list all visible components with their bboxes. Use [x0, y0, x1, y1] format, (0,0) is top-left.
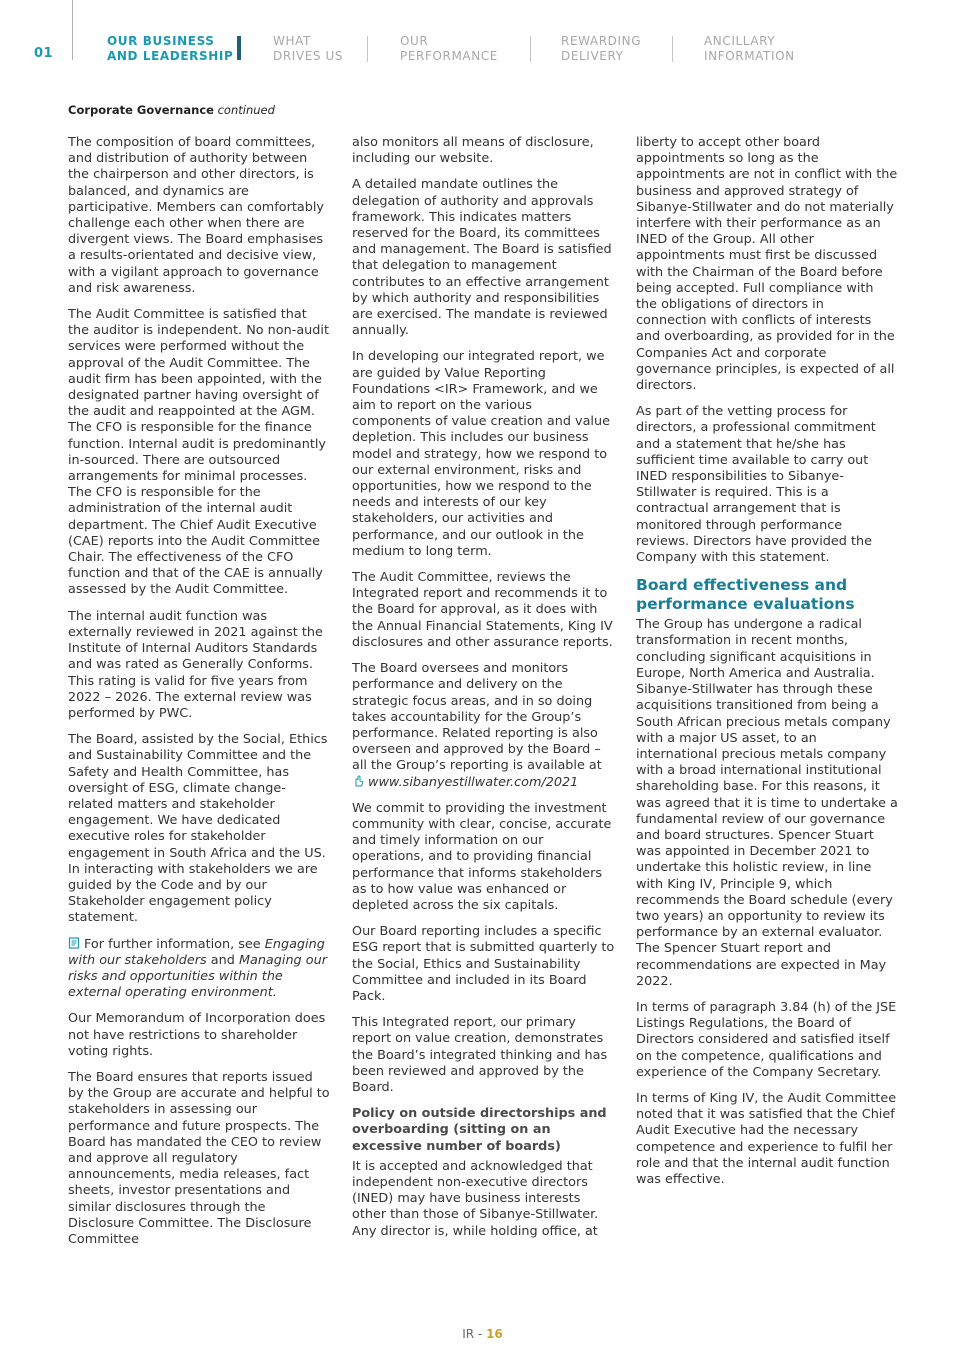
nav-label-line1: ANCILLARY — [704, 34, 776, 48]
paragraph: The Audit Committee, reviews the Integrated report and recommends it to the Board for approval, as it does with the Annual Financial Statements, King IV disclosures and other assurance reports. — [352, 570, 613, 650]
paragraph-text: The Board oversees and monitors performance and delivery on the strategic focus areas, and in so doing takes accountability for the Group’s performance. Related reporting is also overseen and approved by the Board – all the Group’s reporting is available at — [352, 661, 602, 774]
paragraph: The Group has undergone a radical transformation in recent months, concluding significant acquisitions in Europe, North America and Australia. Sibanye-Stillwater has through these acquisitions transitioned from being a South African precious metals company with a major US asset, to an international precious metals company with a broad international institutional shareholding base. For this reasons, it was agreed that it is time to undertake a fundamental review of our governance and board structures. Spencer Stuart was appointed in December 2021 to undertake this holistic review, in line with King IV, Principle 9, which recommends the Board schedule (every two years) an opportunity to review its performance by an external evaluator. The Spencer Stuart report and recommendations are expected in May 2022. — [636, 617, 898, 989]
column-3 — [636, 135, 898, 1198]
section-number: 01 — [34, 46, 54, 61]
page-footer — [0, 1327, 965, 1341]
nav-label-line1: WHAT — [273, 34, 311, 48]
paragraph: Our Board reporting includes a specific ESG report that is submitted quarterly to the Social, Ethics and Sustainability Committee and included in its Board Pack. — [352, 924, 615, 1004]
paragraph: In developing our integrated report, we are guided by Value Reporting Foundations <IR> Framework, and we aim to report on the various components of value creation and value depletion. This includes our business model and strategy, how we respond to our external environment, risks and opportunities, how we respond to the needs and interests of our key stakeholders, our activities and performance, and our outlook in the medium to long term. — [352, 349, 610, 559]
column-1 — [68, 135, 330, 1258]
paragraph: The internal audit function was externally reviewed in 2021 against the Institute of Internal Auditors Standards and was rated as Generally Conforms. This rating is valid for five years from 2022 – 2026. The external review was performed by PWC. — [68, 608, 323, 721]
cross-reference-link[interactable]: Managing our risks and opportunities within the external operating environment. — [68, 952, 327, 1001]
section-heading: Board effectiveness and performance evaluations — [636, 576, 855, 614]
paragraph: Our Memorandum of Incorporation does not have restrictions to shareholder voting rights. — [68, 1011, 326, 1059]
nav-label-line2: DRIVES US — [273, 49, 344, 63]
nav-rewarding-delivery[interactable] — [561, 34, 641, 64]
paragraph: It is accepted and acknowledged that independent non-executive directors (INED) may have business interests other than those of Sibanye-Stillwater. Any director is, while holding office, at — [352, 1158, 599, 1239]
nav-separator — [672, 36, 673, 62]
footer-prefix: IR - — [462, 1327, 487, 1341]
paragraph: also monitors all means of disclosure, including our website. — [352, 135, 594, 167]
cross-reference-and: and — [206, 952, 239, 968]
nav-separator — [367, 36, 368, 62]
paragraph: We commit to providing the investment community with clear, concise, accurate and timely information on our operations, and to providing financial performance that informs stakeholders as to how value was enhanced or depleted across the six capitals. — [352, 800, 612, 913]
nav-label-line2: DELIVERY — [561, 49, 624, 63]
nav-separator — [530, 36, 531, 62]
paragraph: This Integrated report, our primary report on value creation, demonstrates the Board’s integrated thinking and has been reviewed and approved by the Board. — [352, 1015, 608, 1095]
nav-label-line1: REWARDING — [561, 34, 642, 48]
paragraph: In terms of King IV, the Audit Committee noted that it was satisfied that the Chief Audit Executive had the necessary competence and experience to fulfil her role and that the internal audit function was effective. — [636, 1090, 897, 1187]
paragraph: In terms of paragraph 3.84 (h) of the JSE Listings Regulations, the Board of Directors considered and satisfied itself on the competence, qualifications and experience of the Company Secretary. — [636, 999, 897, 1080]
cross-reference-link[interactable]: Engaging with our stakeholders — [68, 936, 325, 968]
document-icon — [68, 937, 80, 949]
website-link[interactable]: www.sibanyestillwater.com/2021 — [368, 774, 579, 790]
nav-active-marker — [237, 36, 241, 60]
section-title-text: Corporate Governance — [68, 103, 214, 117]
cross-reference-prefix: For further information, see — [84, 936, 265, 952]
paragraph: The Board, assisted by the Social, Ethics and Sustainability Committee and the Safety and Health Committee, has oversight of ESG, climate change-related matters and stakeholder engagement. We have dedicated executive roles for stakeholder engagement in South Africa and the US. In interacting with stakeholders we are guided by the Code and by our Stakeholder engagement policy statement. — [68, 732, 328, 926]
nav-label-line1: OUR — [400, 34, 429, 48]
hand-pointer-icon — [352, 775, 364, 787]
nav-label-line1: OUR BUSINESS — [107, 34, 215, 48]
nav-ancillary-information[interactable] — [704, 34, 795, 64]
paragraph — [352, 661, 615, 791]
subheading: Policy on outside directorships and overboarding (sitting on an excessive number of boards) — [352, 1106, 607, 1154]
paragraph: liberty to accept other board appointments so long as the appointments are not in conflict with the business and approved strategy of Sibanye-Stillwater and do not materially interfere with their performance as an INED of the Group. All other appointments must first be discussed with the Chairman of the Board before being accepted. Full compliance with the obligations of directors in connection with conflicts of interests and overboarding, as provided for in the Companies Act and corporate governance principles, is expected of all directors. — [636, 135, 898, 394]
nav-what-drives-us[interactable] — [273, 34, 343, 64]
paragraph: The Audit Committee is satisfied that the auditor is independent. No non-audit services were performed without the approval of the Audit Committee. The audit firm has been appointed, with the designated partner having oversight of the audit and reappointed at the AGM. The CFO is responsible for the finance function. Internal audit is predominantly in-sourced. There are outsourced arrangements for minimal processes. The CFO is responsible for the administration of the internal audit department. The Chief Audit Executive (CAE) reports into the Audit Committee Chair. The effectiveness of the CFO function and that of the CAE is annually assessed by the Audit Committee. — [68, 307, 329, 598]
section-title-suffix: continued — [217, 103, 275, 117]
paragraph: A detailed mandate outlines the delegation of authority and approvals framework. This indicates matters reserved for the Board, its committees and management. The Board is satisfied that delegation to management contributes to an effective arrangement by which authority and responsibilities are exercised. The mandate is reviewed annually. — [352, 177, 612, 339]
nav-label-line2: INFORMATION — [704, 49, 795, 63]
cross-reference[interactable] — [68, 937, 330, 1002]
nav-our-performance[interactable] — [400, 34, 498, 64]
paragraph: The composition of board committees, and distribution of authority between the chairperson and other directors, is balanced, and dynamics are participative. Members can comfortably challenge each other when there are divergent views. The Board emphasises a results-orientated and decisive view, with a vigilant approach to governance and risk awareness. — [68, 135, 324, 296]
paragraph: The Board ensures that reports issued by the Group are accurate and helpful to stakeholders in assessing our performance and future prospects. The Board has mandated the CEO to review and approve all regulatory announcements, media releases, fact sheets, investor presentations and similar disclosures through the Disclosure Committee. The Disclosure Committee — [68, 1069, 330, 1247]
section-title — [68, 103, 275, 117]
footer-page-number: 16 — [486, 1327, 503, 1341]
nav-label-line2: PERFORMANCE — [400, 49, 498, 63]
nav-label-line2: AND LEADERSHIP — [107, 49, 234, 63]
nav-our-business-and-leadership[interactable] — [107, 34, 233, 64]
column-2 — [352, 135, 615, 1250]
paragraph: As part of the vetting process for directors, a professional commitment and a statement that he/she has sufficient time available to carry out INED responsibilities to Sibanye-Stillwater is required. This is a contractual arrangement that is monitored through performance reviews. Directors have provided the Company with this statement. — [636, 404, 876, 566]
divider — [72, 0, 73, 60]
top-navigation — [0, 0, 965, 80]
